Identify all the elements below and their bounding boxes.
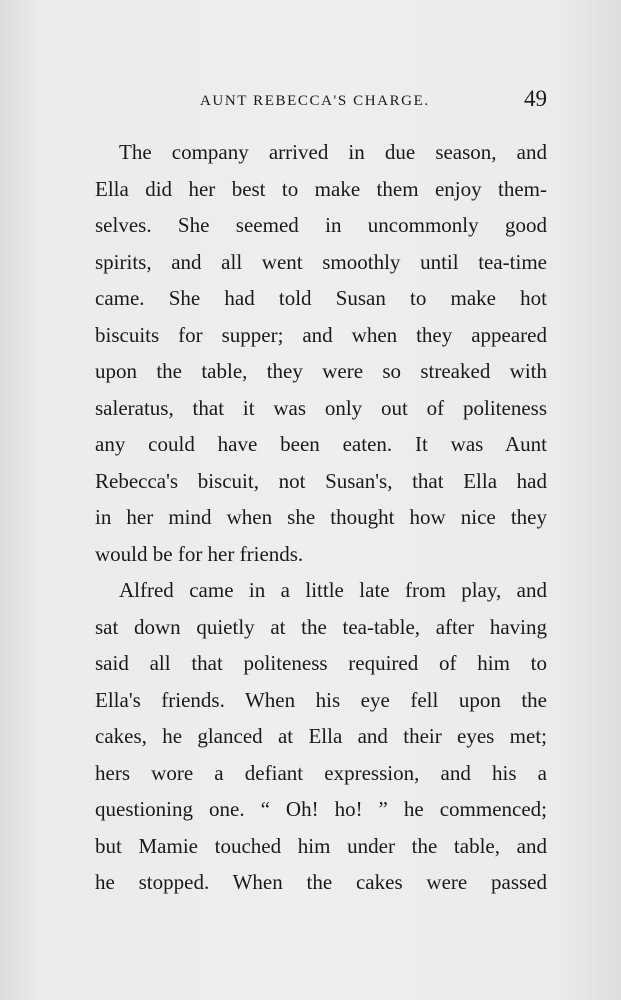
- text-line: spirits, and all went smoothly until tea-time: [95, 249, 547, 274]
- text-line: questioning one. “ Oh! ho! ” he commenced;: [95, 797, 547, 821]
- page-header: [95, 86, 547, 116]
- text-line: Alfred came in a little late from play, and: [119, 578, 547, 602]
- body-text: [95, 134, 547, 901]
- running-head: AUNT REBECCA'S CHARGE.: [200, 93, 430, 109]
- text-line: he stopped. When the cakes were passed: [95, 870, 547, 894]
- text-line: any could have been eaten. It was Aunt: [95, 432, 547, 456]
- text-line: hers wore a defiant expression, and his a: [95, 760, 547, 785]
- text-line: The company arrived in due season, and: [119, 140, 547, 164]
- page-number: 49: [524, 86, 547, 111]
- text-line: Ella did her best to make them enjoy them-: [95, 176, 547, 201]
- text-line: but Mamie touched him under the table, and: [95, 833, 547, 858]
- text-line: selves. She seemed in uncommonly good: [95, 213, 547, 237]
- text-line: in her mind when she thought how nice they: [95, 505, 547, 529]
- paragraph-2: [95, 572, 547, 901]
- text-line: would be for her friends.: [95, 541, 304, 566]
- text-line: sat down quietly at the tea-table, after having: [95, 614, 547, 639]
- text-line: came. She had told Susan to make hot: [95, 286, 547, 310]
- paragraph-1: [95, 134, 547, 572]
- text-line: said all that politeness required of him to: [95, 651, 547, 675]
- text-line: Rebecca's biscuit, not Susan's, that Ella had: [95, 468, 547, 493]
- text-line: saleratus, that it was only out of politeness: [95, 395, 547, 420]
- text-line: biscuits for supper; and when they appeared: [95, 322, 547, 347]
- text-line: upon the table, they were so streaked with: [95, 359, 547, 383]
- text-line: Ella's friends. When his eye fell upon the: [95, 687, 547, 712]
- text-line: cakes, he glanced at Ella and their eyes met;: [95, 724, 547, 748]
